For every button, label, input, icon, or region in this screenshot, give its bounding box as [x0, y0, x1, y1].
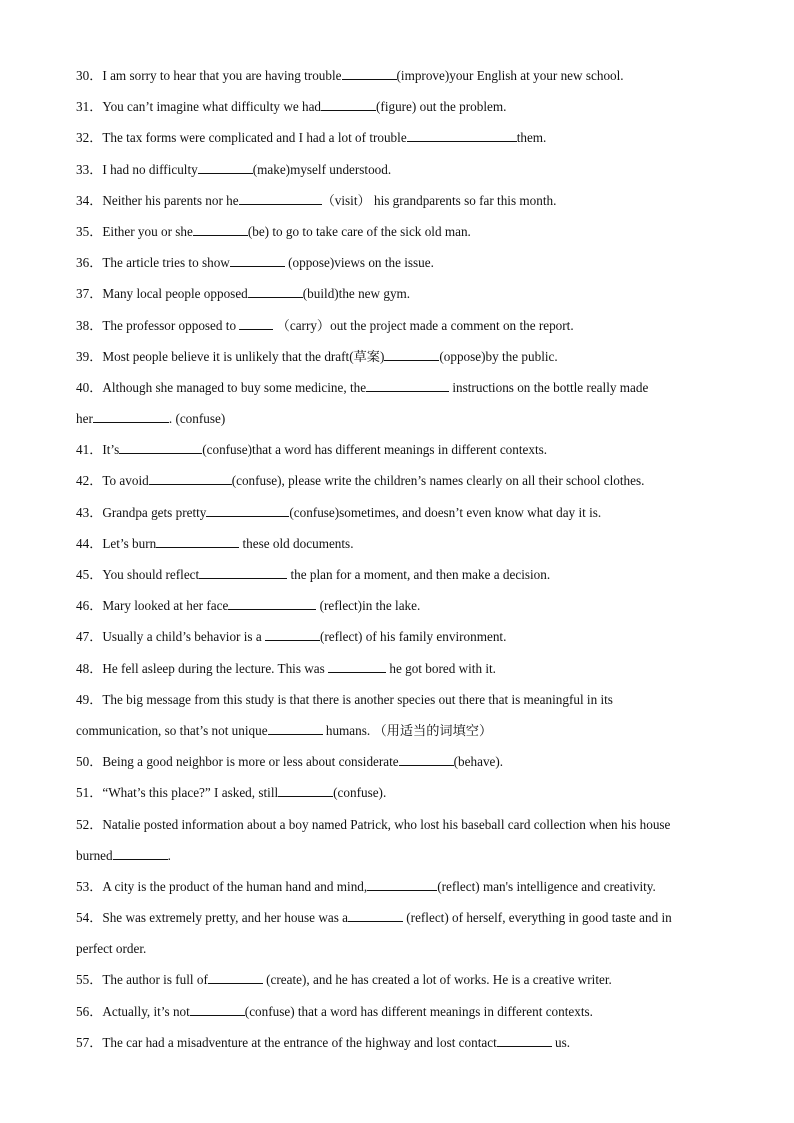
answer-blank[interactable] [230, 253, 285, 267]
question-46 [76, 596, 716, 627]
question-37 [76, 284, 716, 315]
question-text: communication, so that’s not unique [76, 722, 268, 738]
answer-blank[interactable] [208, 970, 263, 984]
question-text: (confuse)sometimes, and doesn’t even know what day it is. [289, 504, 602, 520]
question-text: humans. （用适当的词填空） [322, 722, 493, 738]
question-48 [76, 659, 716, 690]
question-51 [76, 783, 716, 814]
question-line [76, 690, 716, 721]
question-text: her [76, 411, 93, 427]
question-number: 39． [76, 348, 103, 364]
question-line [76, 659, 716, 690]
question-text: You can’t imagine what difficulty we had [102, 99, 322, 115]
question-34 [76, 191, 716, 222]
question-number: 51． [76, 785, 103, 801]
answer-blank[interactable] [384, 347, 439, 361]
question-52 [76, 815, 716, 877]
answer-blank[interactable] [366, 378, 449, 392]
question-text: (oppose)by the public. [439, 348, 558, 364]
question-number: 38． [76, 317, 103, 333]
question-number: 49． [76, 691, 103, 707]
question-number: 56． [76, 1003, 103, 1019]
question-number: 34． [76, 192, 103, 208]
question-39 [76, 347, 716, 378]
question-text: A city is the product of the human hand and mind, [102, 878, 368, 894]
question-number: 42． [76, 473, 103, 489]
question-text: Natalie posted information about a boy named Patrick, who lost his baseball card collection when his house [102, 816, 671, 832]
question-line [76, 970, 716, 1001]
question-text: (improve)your English at your new school. [396, 68, 624, 83]
question-text: (be) to go to take care of the sick old man. [247, 223, 471, 239]
question-38 [76, 316, 716, 347]
question-text: (confuse)that a word has different meanings in different contexts. [202, 442, 548, 458]
question-33 [76, 160, 716, 191]
question-number: 50． [76, 754, 103, 770]
answer-blank[interactable] [407, 128, 517, 142]
question-number: 45． [76, 567, 103, 582]
question-number: 53． [76, 878, 103, 894]
question-32 [76, 128, 716, 159]
question-text: The tax forms were complicated and I had a lot of trouble [102, 130, 407, 146]
question-text: She was extremely pretty, and her house was a [102, 910, 348, 926]
question-43 [76, 503, 716, 534]
answer-blank[interactable] [198, 160, 253, 174]
question-line [76, 128, 716, 159]
answer-blank[interactable] [328, 659, 386, 673]
question-number: 32． [76, 130, 103, 146]
question-text: these old documents. [239, 535, 354, 551]
question-text: The car had a misadventure at the entrance of the highway and lost contact [102, 1034, 497, 1050]
question-line [76, 347, 716, 378]
question-30 [76, 66, 716, 97]
question-line [76, 877, 716, 908]
question-number: 31． [76, 99, 103, 115]
question-line [76, 409, 716, 440]
answer-blank[interactable] [342, 66, 397, 80]
answer-blank[interactable] [278, 783, 333, 797]
question-text: Many local people opposed [102, 286, 248, 302]
question-line [76, 191, 716, 222]
question-line [76, 846, 716, 877]
question-text: (make)myself understood. [252, 161, 392, 177]
question-text: us. [551, 1034, 571, 1050]
question-text: Mary looked at her face [102, 598, 229, 614]
question-54 [76, 908, 716, 970]
question-text: The big message from this study is that there is another species out there that is meaningful in its [102, 691, 613, 707]
question-number: 30． [76, 68, 103, 83]
question-40 [76, 378, 716, 440]
question-line [76, 66, 716, 97]
answer-blank[interactable] [149, 471, 232, 485]
question-number: 33． [76, 161, 103, 177]
question-text: (create), and he has created a lot of works. He is a creative writer. [262, 972, 612, 988]
question-text: Actually, it’s not [102, 1003, 190, 1019]
question-text: burned [76, 847, 113, 863]
question-50 [76, 752, 716, 783]
question-text: To avoid [102, 473, 149, 489]
question-number: 40． [76, 379, 103, 395]
question-text: (reflect) of his family environment. [319, 629, 507, 645]
question-57 [76, 1033, 716, 1064]
answer-blank[interactable] [248, 284, 303, 298]
question-text: Usually a child’s behavior is a [102, 629, 265, 645]
question-line [76, 752, 716, 783]
question-text: (oppose)views on the issue. [284, 255, 434, 271]
answer-blank[interactable] [348, 908, 403, 922]
question-text: Either you or she [102, 223, 193, 239]
question-number: 35． [76, 223, 103, 239]
answer-blank[interactable] [199, 565, 287, 579]
question-text: (figure) out the problem. [376, 99, 507, 115]
answer-blank[interactable] [113, 846, 168, 860]
question-36 [76, 253, 716, 284]
question-number: 47． [76, 629, 103, 645]
question-42 [76, 471, 716, 502]
question-number: 37． [76, 286, 103, 302]
question-line [76, 1033, 716, 1064]
question-number: 36． [76, 255, 103, 271]
question-text: You should reflect [102, 567, 200, 582]
question-45 [76, 565, 716, 596]
question-line [76, 783, 716, 814]
answer-blank[interactable] [239, 191, 322, 205]
question-line [76, 1002, 716, 1033]
question-number: 41． [76, 442, 103, 458]
question-text: (reflect) of herself, everything in good taste and in [402, 910, 672, 926]
question-text: Most people believe it is unlikely that the draft(草案) [102, 348, 385, 364]
question-text: Let’s burn [102, 535, 157, 551]
question-line [76, 97, 716, 128]
question-text: he got bored with it. [386, 660, 496, 676]
answer-blank[interactable] [119, 440, 202, 454]
question-line [76, 908, 716, 939]
question-line [76, 939, 716, 970]
question-text: The article tries to show [102, 255, 230, 271]
answer-blank[interactable] [156, 534, 239, 548]
question-text: It’s [102, 442, 120, 458]
question-line [76, 721, 716, 752]
question-line [76, 316, 716, 347]
question-number: 57． [76, 1034, 103, 1050]
question-text: The professor opposed to [102, 317, 240, 333]
answer-blank[interactable] [93, 409, 169, 423]
question-31 [76, 97, 716, 128]
question-44 [76, 534, 716, 565]
question-56 [76, 1002, 716, 1033]
question-text: (confuse). [333, 785, 387, 801]
answer-blank[interactable] [190, 1002, 245, 1016]
question-number: 55． [76, 972, 103, 988]
question-text: (reflect)in the lake. [316, 598, 421, 614]
answer-blank[interactable] [497, 1033, 552, 1047]
question-text: He fell asleep during the lecture. This was [102, 660, 329, 676]
question-list [76, 66, 716, 1064]
question-line [76, 253, 716, 284]
question-line [76, 440, 716, 471]
question-line [76, 627, 716, 658]
question-number: 48． [76, 660, 103, 676]
question-text: (confuse), please write the children’s names clearly on all their school clothes. [231, 473, 645, 489]
question-text: (behave). [453, 754, 504, 770]
question-line [76, 378, 716, 409]
answer-blank[interactable] [367, 877, 437, 891]
question-line [76, 284, 716, 315]
question-number: 46． [76, 598, 103, 614]
question-35 [76, 222, 716, 253]
question-number: 54． [76, 910, 103, 926]
question-text: “What’s this place?” I asked, still [102, 785, 279, 801]
question-text: instructions on the bottle really made [449, 379, 649, 395]
answer-blank[interactable] [228, 596, 316, 610]
question-text: Although she managed to buy some medicine, the [102, 379, 367, 395]
question-text: . [167, 847, 171, 863]
question-text: （visit） his grandparents so far this month. [321, 192, 557, 208]
answer-blank[interactable] [193, 222, 248, 236]
answer-blank[interactable] [206, 503, 289, 517]
answer-blank[interactable] [265, 627, 320, 641]
question-line [76, 222, 716, 253]
question-text: the plan for a moment, and then make a decision. [287, 567, 551, 582]
question-number: 52． [76, 816, 103, 832]
question-text: Being a good neighbor is more or less about considerate [102, 754, 399, 770]
answer-blank[interactable] [239, 316, 273, 330]
question-text: . (confuse) [168, 411, 226, 427]
question-41 [76, 440, 716, 471]
question-47 [76, 627, 716, 658]
question-text: I am sorry to hear that you are having trouble [102, 68, 342, 83]
question-line [76, 815, 716, 846]
answer-blank[interactable] [399, 752, 454, 766]
question-text: I had no difficulty [102, 161, 198, 177]
question-text: Neither his parents nor he [102, 192, 239, 208]
question-text: (reflect) man's intelligence and creativity. [437, 878, 656, 894]
question-line [76, 596, 716, 627]
question-text: them. [516, 130, 547, 146]
question-text: (confuse) that a word has different meanings in different contexts. [244, 1003, 593, 1019]
question-text: The author is full of [102, 972, 208, 988]
question-55 [76, 970, 716, 1001]
question-text: Grandpa gets pretty [102, 504, 207, 520]
question-number: 43． [76, 504, 103, 520]
question-line [76, 503, 716, 534]
question-53 [76, 877, 716, 908]
question-number: 44． [76, 535, 103, 551]
question-text: （carry）out the project made a comment on the report. [273, 317, 574, 333]
question-49 [76, 690, 716, 752]
question-text: perfect order. [76, 941, 147, 957]
answer-blank[interactable] [321, 97, 376, 111]
question-line [76, 471, 716, 502]
question-line [76, 534, 716, 565]
question-line [76, 565, 716, 596]
answer-blank[interactable] [268, 721, 323, 735]
question-text: (build)the new gym. [302, 286, 411, 302]
question-line [76, 160, 716, 191]
